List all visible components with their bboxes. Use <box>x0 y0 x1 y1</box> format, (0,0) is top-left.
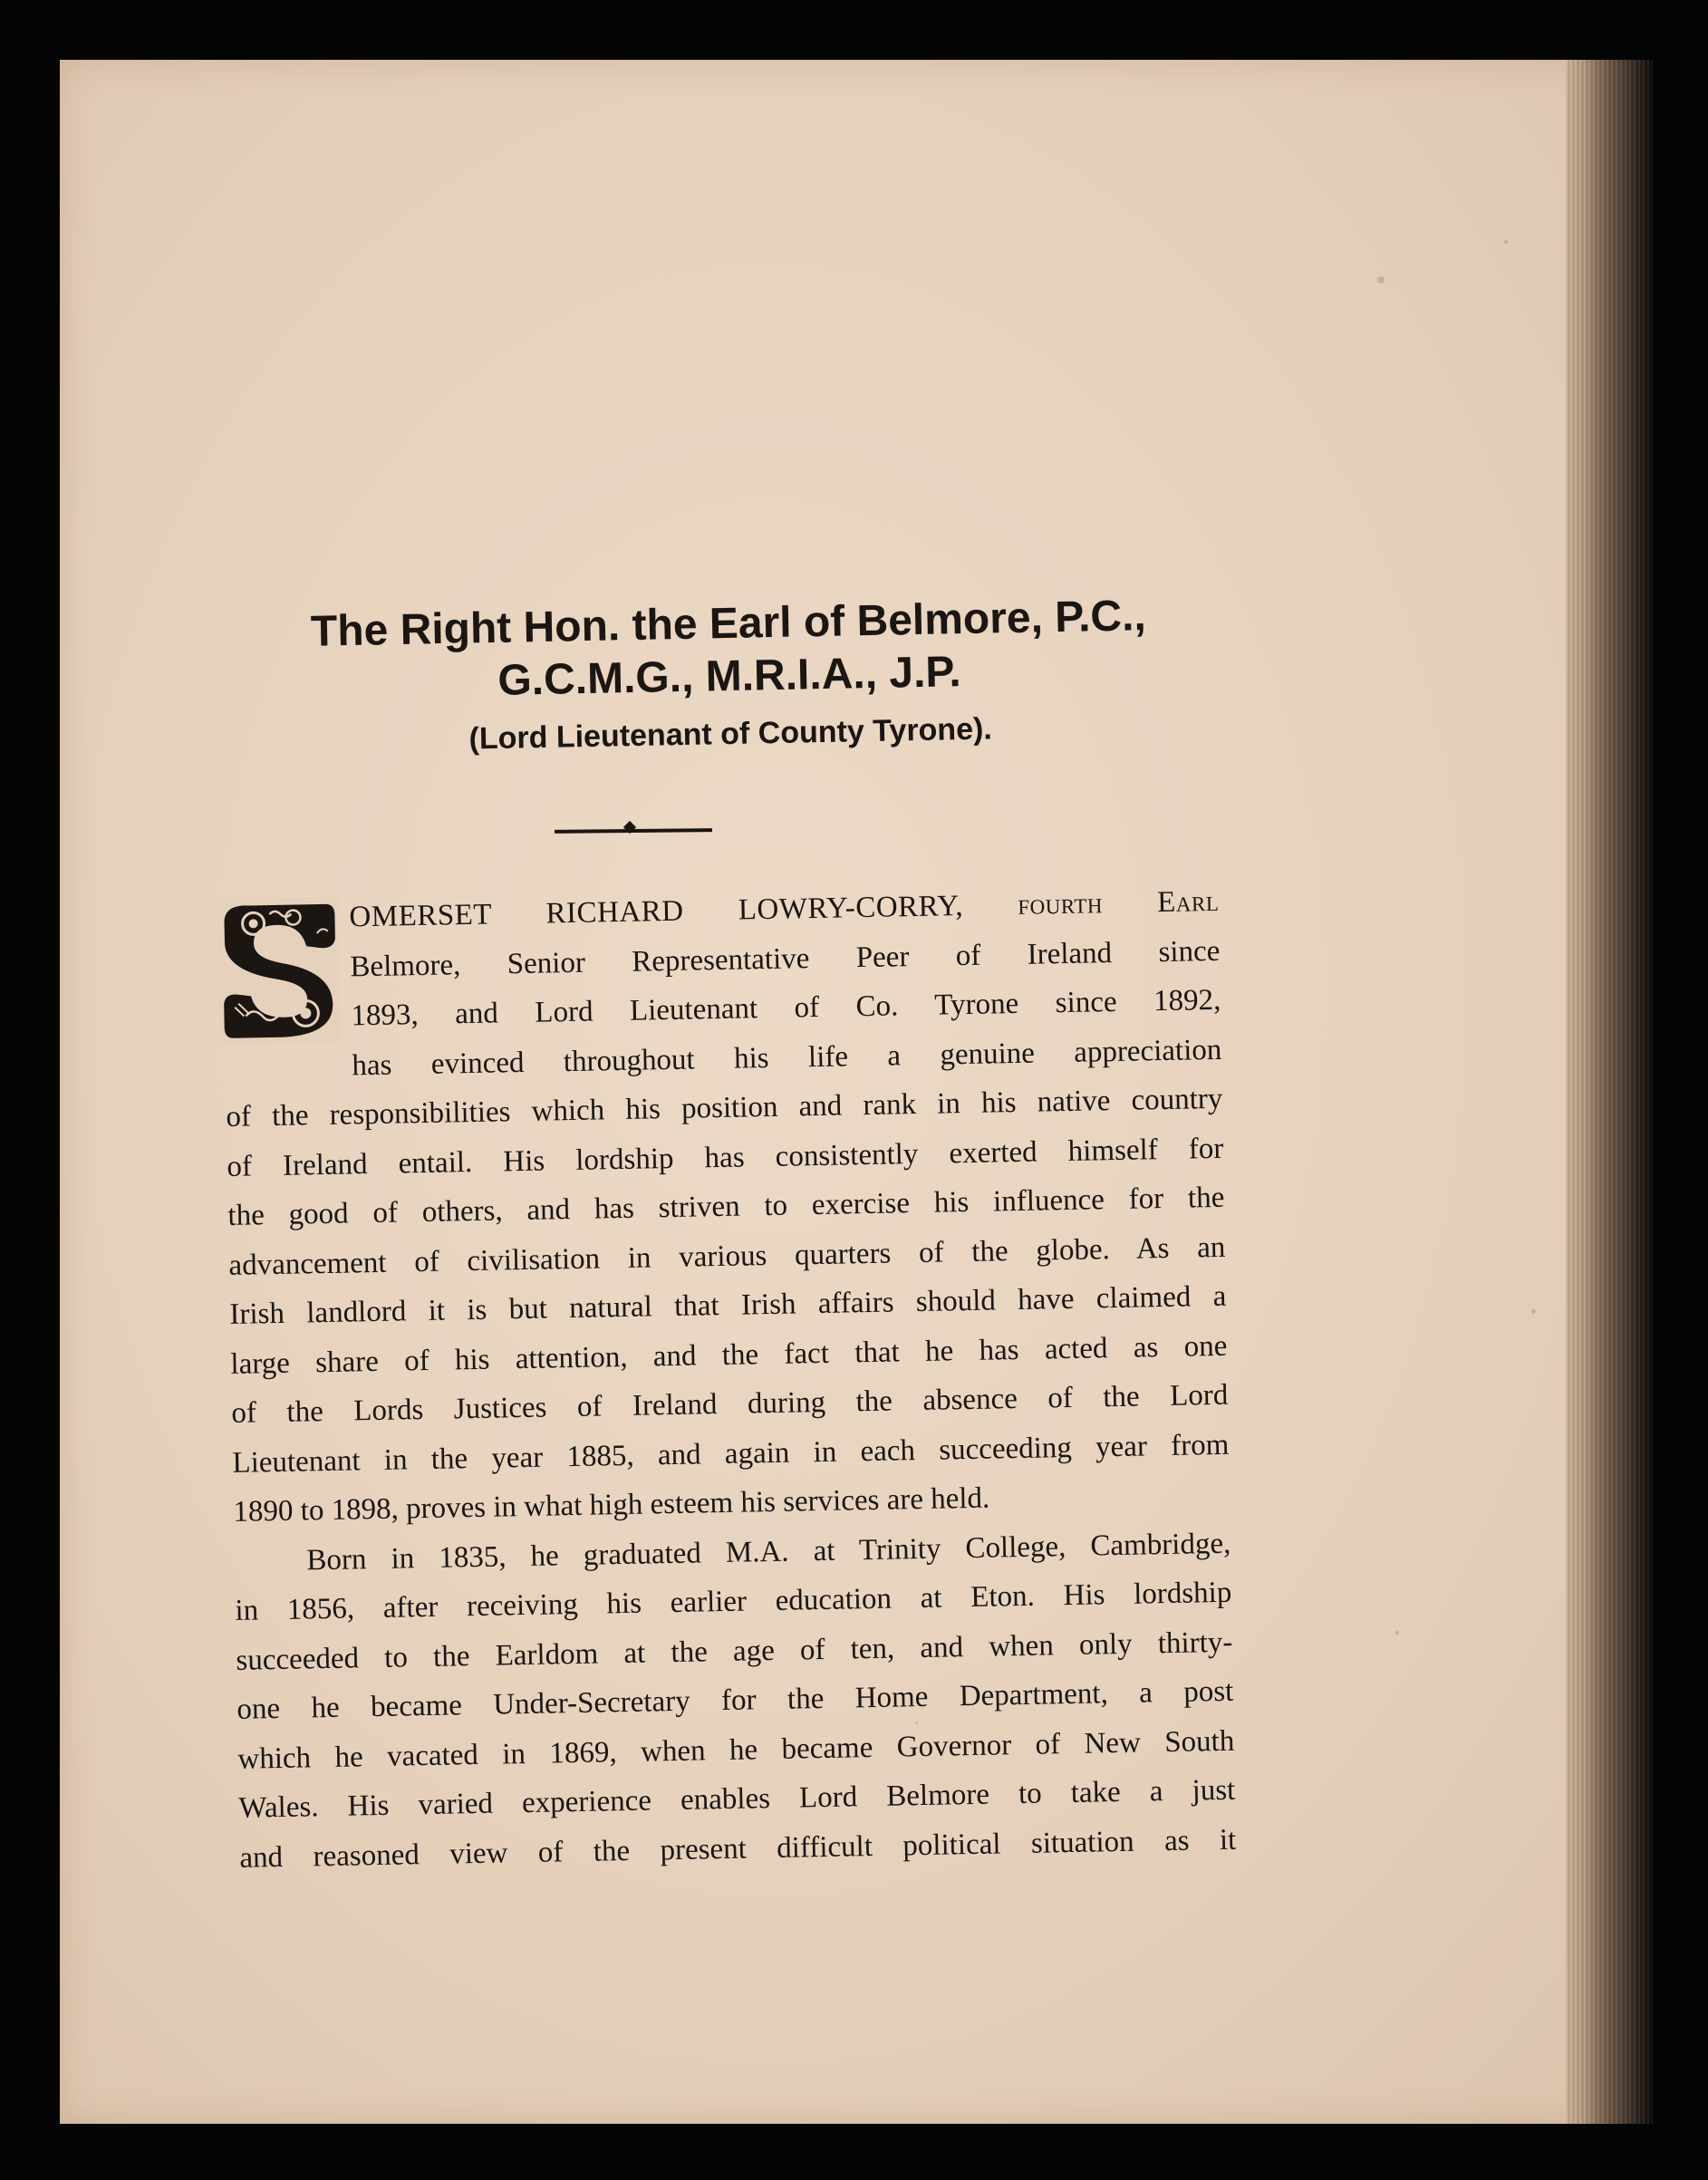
paper-speck <box>1504 240 1508 244</box>
paragraph-1-line-13: 1890 to 1898, proves in what high esteem his services are held. <box>233 1481 990 1529</box>
title-line-2: G.C.M.G., M.R.I.A., J.P. <box>497 648 962 705</box>
paragraph-2 <box>234 1519 1237 1883</box>
paper-speck <box>1531 1309 1536 1314</box>
paragraph-2-line-5: which he vacated in 1869, when he became Governor of New South <box>237 1724 1235 1776</box>
paragraph-1-line-3: 1893, and Lord Lieutenant of Co. Tyrone since 1892, <box>351 983 1221 1033</box>
paragraph-1-line-1: OMERSET RICHARD LOWRY-CORRY, fourth Earl <box>349 884 1220 934</box>
paragraph-2-line-1: Born in 1835, he graduated M.A. at Trinity College, Cambridge, <box>306 1527 1231 1577</box>
paragraph-2-line-3: succeeded to the Earldom at the age of ten, and when only thirty- <box>236 1625 1233 1677</box>
paragraph-1-line-7: the good of others, and has striven to exercise his influence for the <box>227 1181 1225 1232</box>
paragraph-1 <box>222 877 1230 1538</box>
paragraph-1-line-6: of Ireland entail. His lordship has consistently exerted himself for <box>227 1132 1224 1183</box>
paragraph-1-line-4: has evinced throughout his life a genuine appreciation <box>352 1033 1222 1082</box>
paragraph-1-line-9: Irish landlord it is but natural that Irish affairs should have claimed a <box>229 1279 1227 1331</box>
ornamental-dropcap-icon <box>217 897 341 1044</box>
paragraph-1-line-8: advancement of civilisation in various quarters of the globe. As an <box>228 1230 1226 1282</box>
title-line-1: The Right Hon. the Earl of Belmore, P.C., <box>310 592 1147 656</box>
paragraph-1-line-10: large share of his attention, and the fact that he has acted as one <box>230 1329 1228 1381</box>
paragraph-1-line-11: of the Lords Justices of Ireland during the absence of the Lord <box>231 1378 1229 1430</box>
article-heading <box>161 587 1297 768</box>
subtitle: (Lord Lieutenant of County Tyrone). <box>468 711 993 757</box>
paragraph-2-line-4: one he became Under-Secretary for the Home Department, a post <box>236 1674 1234 1726</box>
paper-speck <box>915 1722 918 1724</box>
paragraph-2-line-7: and reasoned view of the present difficult political situation as it <box>239 1823 1237 1875</box>
article-body <box>222 877 1237 1883</box>
paper-speck <box>1395 1631 1399 1635</box>
paper-speck <box>1377 276 1385 284</box>
paragraph-1-line-5: of the responsibilities which his position and rank in his native country <box>226 1082 1223 1133</box>
paragraph-2-line-6: Wales. His varied experience enables Lord Belmore to take a just <box>238 1773 1236 1825</box>
paragraph-1-line-12: Lieutenant in the year 1885, and again in each succeeding year from <box>232 1428 1230 1480</box>
paragraph-1-line-2: Belmore, Senior Representative Peer of Ireland since <box>350 934 1221 983</box>
paragraph-2-line-2: in 1856, after receiving his earlier education at Eton. His lordship <box>235 1576 1232 1627</box>
